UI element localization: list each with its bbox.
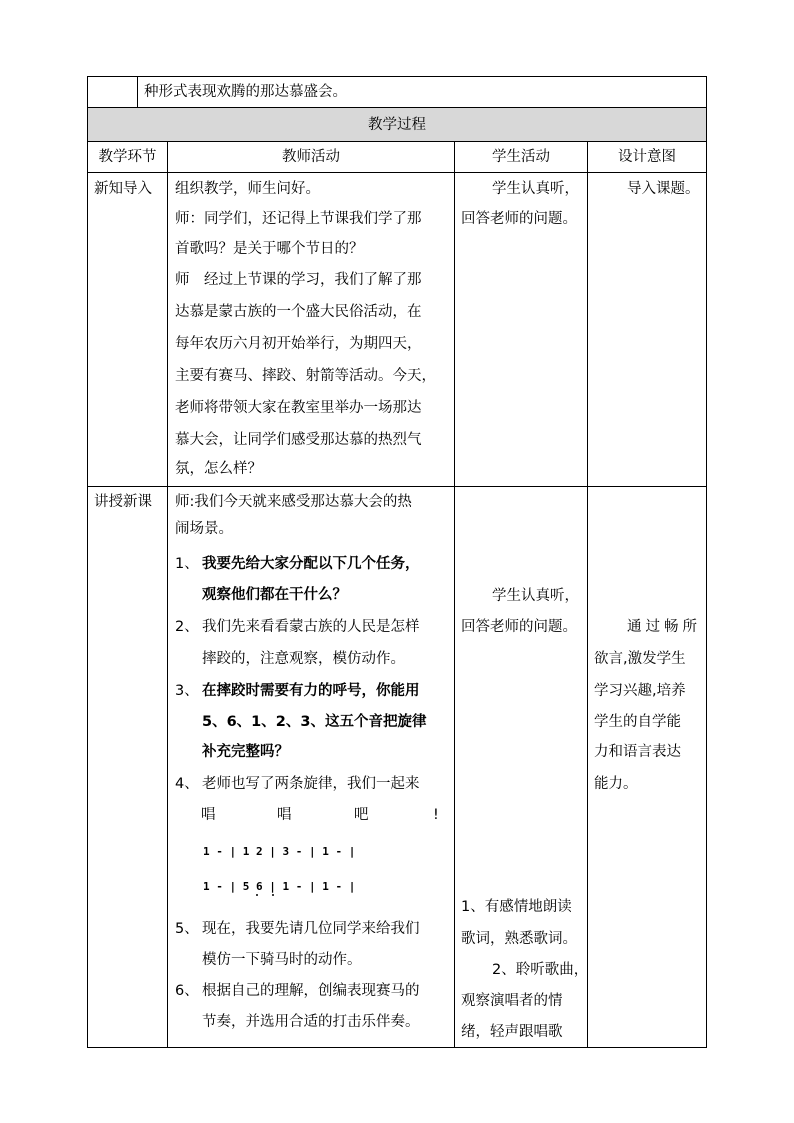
rule [454,141,455,1048]
row1-teacher-line: 主要有赛马、摔跤、射箭等活动。今天， [175,368,436,384]
row1-student-line: 学生认真听， [492,181,579,197]
top-row-text: 种形式表现欢腾的那达慕盛会。 [144,84,347,100]
row2-student-line: 绪，轻声跟唱歌 [461,1024,563,1040]
item-4-word: 唱 [201,807,216,823]
rule [88,141,706,142]
rule [88,486,706,487]
row2-student-line: 歌词，熟悉歌词。 [461,931,577,947]
rule [88,76,706,77]
row1-teacher-line: 慕大会，让同学们感受那达慕的热烈气 [175,432,422,448]
item-4-line: 老师也写了两条旋律，我们一起来 [202,776,420,792]
item-number: 4、 [175,776,199,792]
row2-intent-line: 欲言,激发学生 [594,651,686,667]
item-2-line: 我们先来看看蒙古族的人民是怎样 [202,619,420,635]
item-4-word: ! [433,807,439,823]
header-intent: 设计意图 [618,149,676,165]
row2-student-line: 回答老师的问题。 [461,619,577,635]
item-5-line: 现在，我要先请几位同学来给我们 [202,921,420,937]
rule [88,1047,706,1048]
item-number: 2、 [175,619,199,635]
row2-student-line: 2、聆听歌曲， [492,962,589,978]
row1-teacher-line: 达慕是蒙古族的一个盛大民俗活动，在 [175,304,422,320]
melody-line-1: 1 - | 1 2 | 3 - | 1 - | [203,845,356,858]
row2-intent-line: 学习兴趣,培养 [594,683,686,699]
item-number: 3、 [175,683,199,699]
item-1-line: 观察他们都在干什么？ [202,587,347,603]
item-4-word: 吧 [354,807,369,823]
row2-student-line: 学生认真听， [492,588,579,604]
row2-intent-line: 能力。 [594,776,638,792]
row2-teacher-intro: 师:我们今天就来感受那达慕大会的热 [175,494,412,510]
row1-teacher-line: 氛，怎么样？ [175,461,262,477]
row2-stage: 讲授新课 [94,494,152,510]
row1-teacher-line: 首歌吗？是关于哪个节日的？ [175,241,364,257]
row2-student-line: 观察演唱者的情 [461,993,563,1009]
rule [88,107,706,108]
rule [587,141,588,1048]
row1-teacher-line: 每年农历六月初开始举行，为期四天， [175,336,422,352]
item-number: 1、 [175,556,199,572]
item-number: 5、 [175,921,199,937]
row1-stage: 新知导入 [94,181,152,197]
row2-intent-line: 学生的自学能 [594,714,681,730]
row1-teacher-line: 老师将带领大家在教室里举办一场那达 [175,400,422,416]
rule [88,172,706,173]
row1-student-line: 回答老师的问题。 [461,211,577,227]
item-3-line: 在摔跤时需要有力的呼号，你能用 [202,683,420,699]
row1-intent: 导入课题。 [627,181,700,197]
item-number: 6、 [175,983,199,999]
item-5-line: 模仿一下骑马时的动作。 [202,952,362,968]
item-1-line: 我要先给大家分配以下几个任务， [202,556,420,572]
header-student: 学生活动 [492,149,550,165]
row1-teacher-line: 组织教学，师生问好。 [175,181,320,197]
row2-intent-line: 通过畅所 [627,619,701,635]
melody-line-2: 1 - | 5 6 | 1 - | 1 - | [203,880,356,893]
rule [167,141,168,1048]
row2-intent-line: 力和语言表达 [594,744,681,760]
section-title: 教学过程 [368,117,426,133]
item-2-line: 摔跤的，注意观察，模仿动作。 [202,651,405,667]
item-6-line: 根据自己的理解，创编表现赛马的 [202,983,420,999]
low-octave-dot [272,894,274,896]
rule [87,76,88,1048]
row1-teacher-line: 师：同学们，还记得上节课我们学了那 [175,211,422,227]
item-4-word: 唱 [277,807,292,823]
row2-teacher-intro: 闹场景。 [175,521,233,537]
row2-student-line: 1、有感情地朗读 [461,899,572,915]
item-3-line: 补充完整吗？ [202,744,289,760]
item-6-line: 节奏，并选用合适的打击乐伴奏。 [202,1014,420,1030]
item-3-line: 5、6、1、2、3、这五个音把旋律 [202,714,427,730]
row1-teacher-line: 师 经过上节课的学习，我们了解了那 [175,272,422,288]
low-octave-dot [256,894,258,896]
rule [137,76,138,108]
header-stage: 教学环节 [98,149,157,165]
header-teacher: 教师活动 [282,149,340,165]
rule [706,76,707,1048]
